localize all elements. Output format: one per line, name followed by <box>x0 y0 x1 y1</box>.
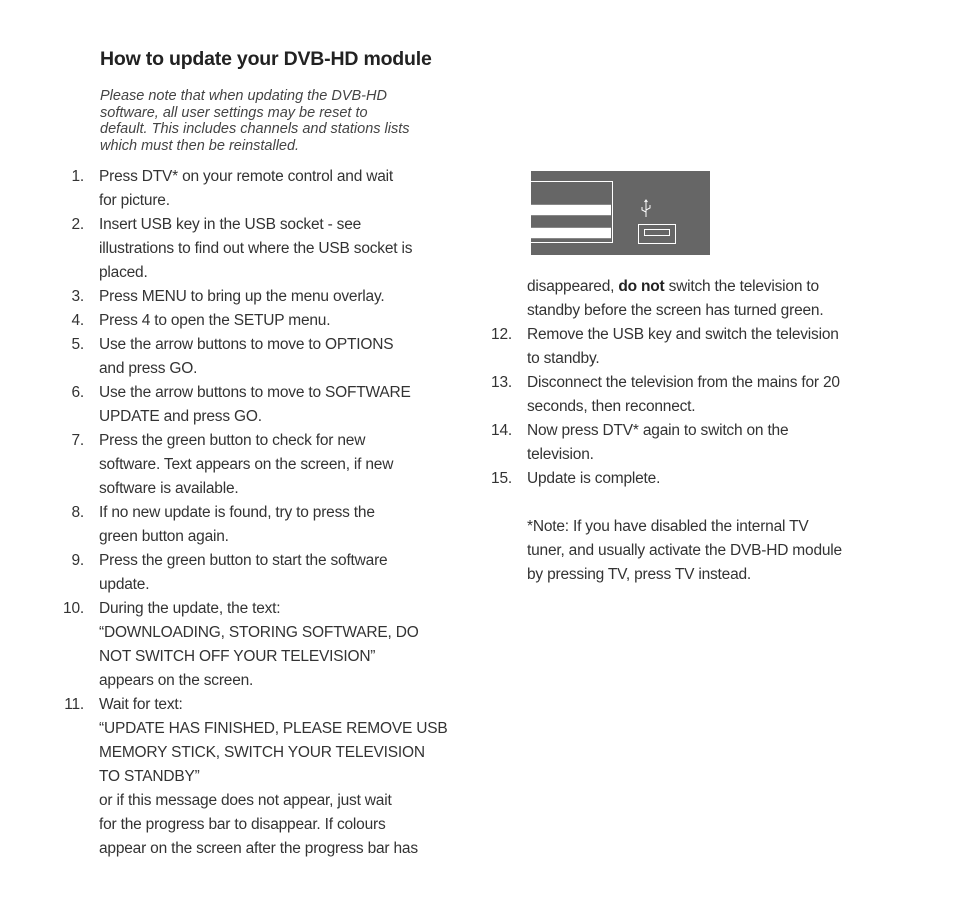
step-text: illustrations to find out where the USB socket is <box>99 240 413 257</box>
footnote-line: *Note: If you have disabled the internal TV <box>527 518 809 535</box>
step-text: update. <box>99 576 150 593</box>
intro-line: software, all user settings may be reset to <box>100 104 368 121</box>
step-item <box>486 419 886 467</box>
step-text: for the progress bar to disappear. If colours <box>99 816 386 833</box>
step-text: placed. <box>99 264 148 281</box>
step-text: “UPDATE HAS FINISHED, PLEASE REMOVE USB <box>99 720 448 737</box>
step-text: During the update, the text: <box>99 600 281 617</box>
step-number: 5. <box>71 336 84 353</box>
continuation-text: disappeared, <box>527 278 619 295</box>
step-text: Press the green button to start the software <box>99 552 388 569</box>
step-item <box>60 381 460 429</box>
step-text: MEMORY STICK, SWITCH YOUR TELEVISION <box>99 744 425 761</box>
footnote-line: by pressing TV, press TV instead. <box>527 566 752 583</box>
step-text: Insert USB key in the USB socket - see <box>99 216 362 233</box>
step-number: 1. <box>71 168 84 185</box>
step-number: 3. <box>71 288 84 305</box>
step-text: Use the arrow buttons to move to OPTIONS <box>99 336 394 353</box>
step-text: UPDATE and press GO. <box>99 408 262 425</box>
step-text: Press the green button to check for new <box>99 432 366 449</box>
step-item <box>486 467 886 491</box>
intro-line: Please note that when updating the DVB-HD <box>100 88 387 104</box>
step-number: 6. <box>71 384 84 401</box>
intro-line: which must then be reinstalled. <box>100 137 300 154</box>
step-text: and press GO. <box>99 360 198 377</box>
step-number: 14. <box>491 422 512 439</box>
step-text: to standby. <box>527 350 600 367</box>
step-text: Remove the USB key and switch the television <box>527 326 839 343</box>
usb-icon <box>639 199 653 219</box>
step-text: software. Text appears on the screen, if new <box>99 456 394 473</box>
step-text: or if this message does not appear, just wait <box>99 792 392 809</box>
step-text: green button again. <box>99 528 229 545</box>
step-11-continuation <box>486 275 886 323</box>
step-text: “DOWNLOADING, STORING SOFTWARE, DO <box>99 624 419 641</box>
step-number: 8. <box>71 504 84 521</box>
step-number: 12. <box>491 326 512 343</box>
emphasis-do-not: do not <box>618 278 665 295</box>
step-item <box>60 309 460 333</box>
step-text: Press MENU to bring up the menu overlay. <box>99 288 385 305</box>
step-item <box>60 165 460 213</box>
step-text: seconds, then reconnect. <box>527 398 696 415</box>
step-item <box>60 429 460 501</box>
step-text: Press 4 to open the SETUP menu. <box>99 312 331 329</box>
step-text: appears on the screen. <box>99 672 254 689</box>
usb-symbol-glyph <box>639 199 653 219</box>
step-text: NOT SWITCH OFF YOUR TELEVISION” <box>99 648 376 665</box>
right-column <box>486 275 886 587</box>
step-text: Use the arrow buttons to move to SOFTWARE <box>99 384 411 401</box>
tv-panel-bar <box>531 204 611 216</box>
continuation-text: switch the television to <box>664 278 819 295</box>
step-text: television. <box>527 446 594 463</box>
step-item <box>60 549 460 597</box>
step-number: 11. <box>64 696 84 713</box>
usb-socket <box>638 224 676 244</box>
step-number: 10. <box>63 600 84 617</box>
step-item <box>60 501 460 549</box>
step-number: 15. <box>491 470 512 487</box>
step-text: Press DTV* on your remote control and wait <box>99 168 393 185</box>
step-item <box>60 597 460 693</box>
step-text: appear on the screen after the progress bar has <box>99 840 418 857</box>
continuation-text: standby before the screen has turned green. <box>527 302 824 319</box>
footnote-line: tuner, and usually activate the DVB-HD module <box>527 542 842 559</box>
step-text: Disconnect the television from the mains for 20 <box>527 374 840 391</box>
intro-line: default. This includes channels and stations lists <box>100 121 410 137</box>
step-item <box>486 323 886 371</box>
step-number: 13. <box>491 374 512 391</box>
footnote <box>486 515 886 587</box>
tv-panel-bar <box>531 227 611 239</box>
step-number: 9. <box>71 552 84 569</box>
steps-list-left <box>60 165 460 861</box>
page-title: How to update your DVB-HD module <box>100 48 432 70</box>
step-text: Update is complete. <box>527 470 661 487</box>
step-text: for picture. <box>99 192 170 209</box>
step-text: TO STANDBY” <box>99 768 200 785</box>
usb-socket-illustration <box>531 171 710 255</box>
step-item <box>60 333 460 381</box>
step-item <box>486 371 886 419</box>
step-number: 2. <box>71 216 84 233</box>
intro-note <box>100 88 460 154</box>
step-item <box>60 213 460 285</box>
step-text: software is available. <box>99 480 239 497</box>
step-text: If no new update is found, try to press the <box>99 504 375 521</box>
step-text: Now press DTV* again to switch on the <box>527 422 789 439</box>
steps-list-right <box>486 323 886 491</box>
step-item <box>60 285 460 309</box>
step-number: 7. <box>71 432 84 449</box>
step-text: Wait for text: <box>99 696 183 713</box>
step-number: 4. <box>71 312 84 329</box>
step-item <box>60 693 460 861</box>
